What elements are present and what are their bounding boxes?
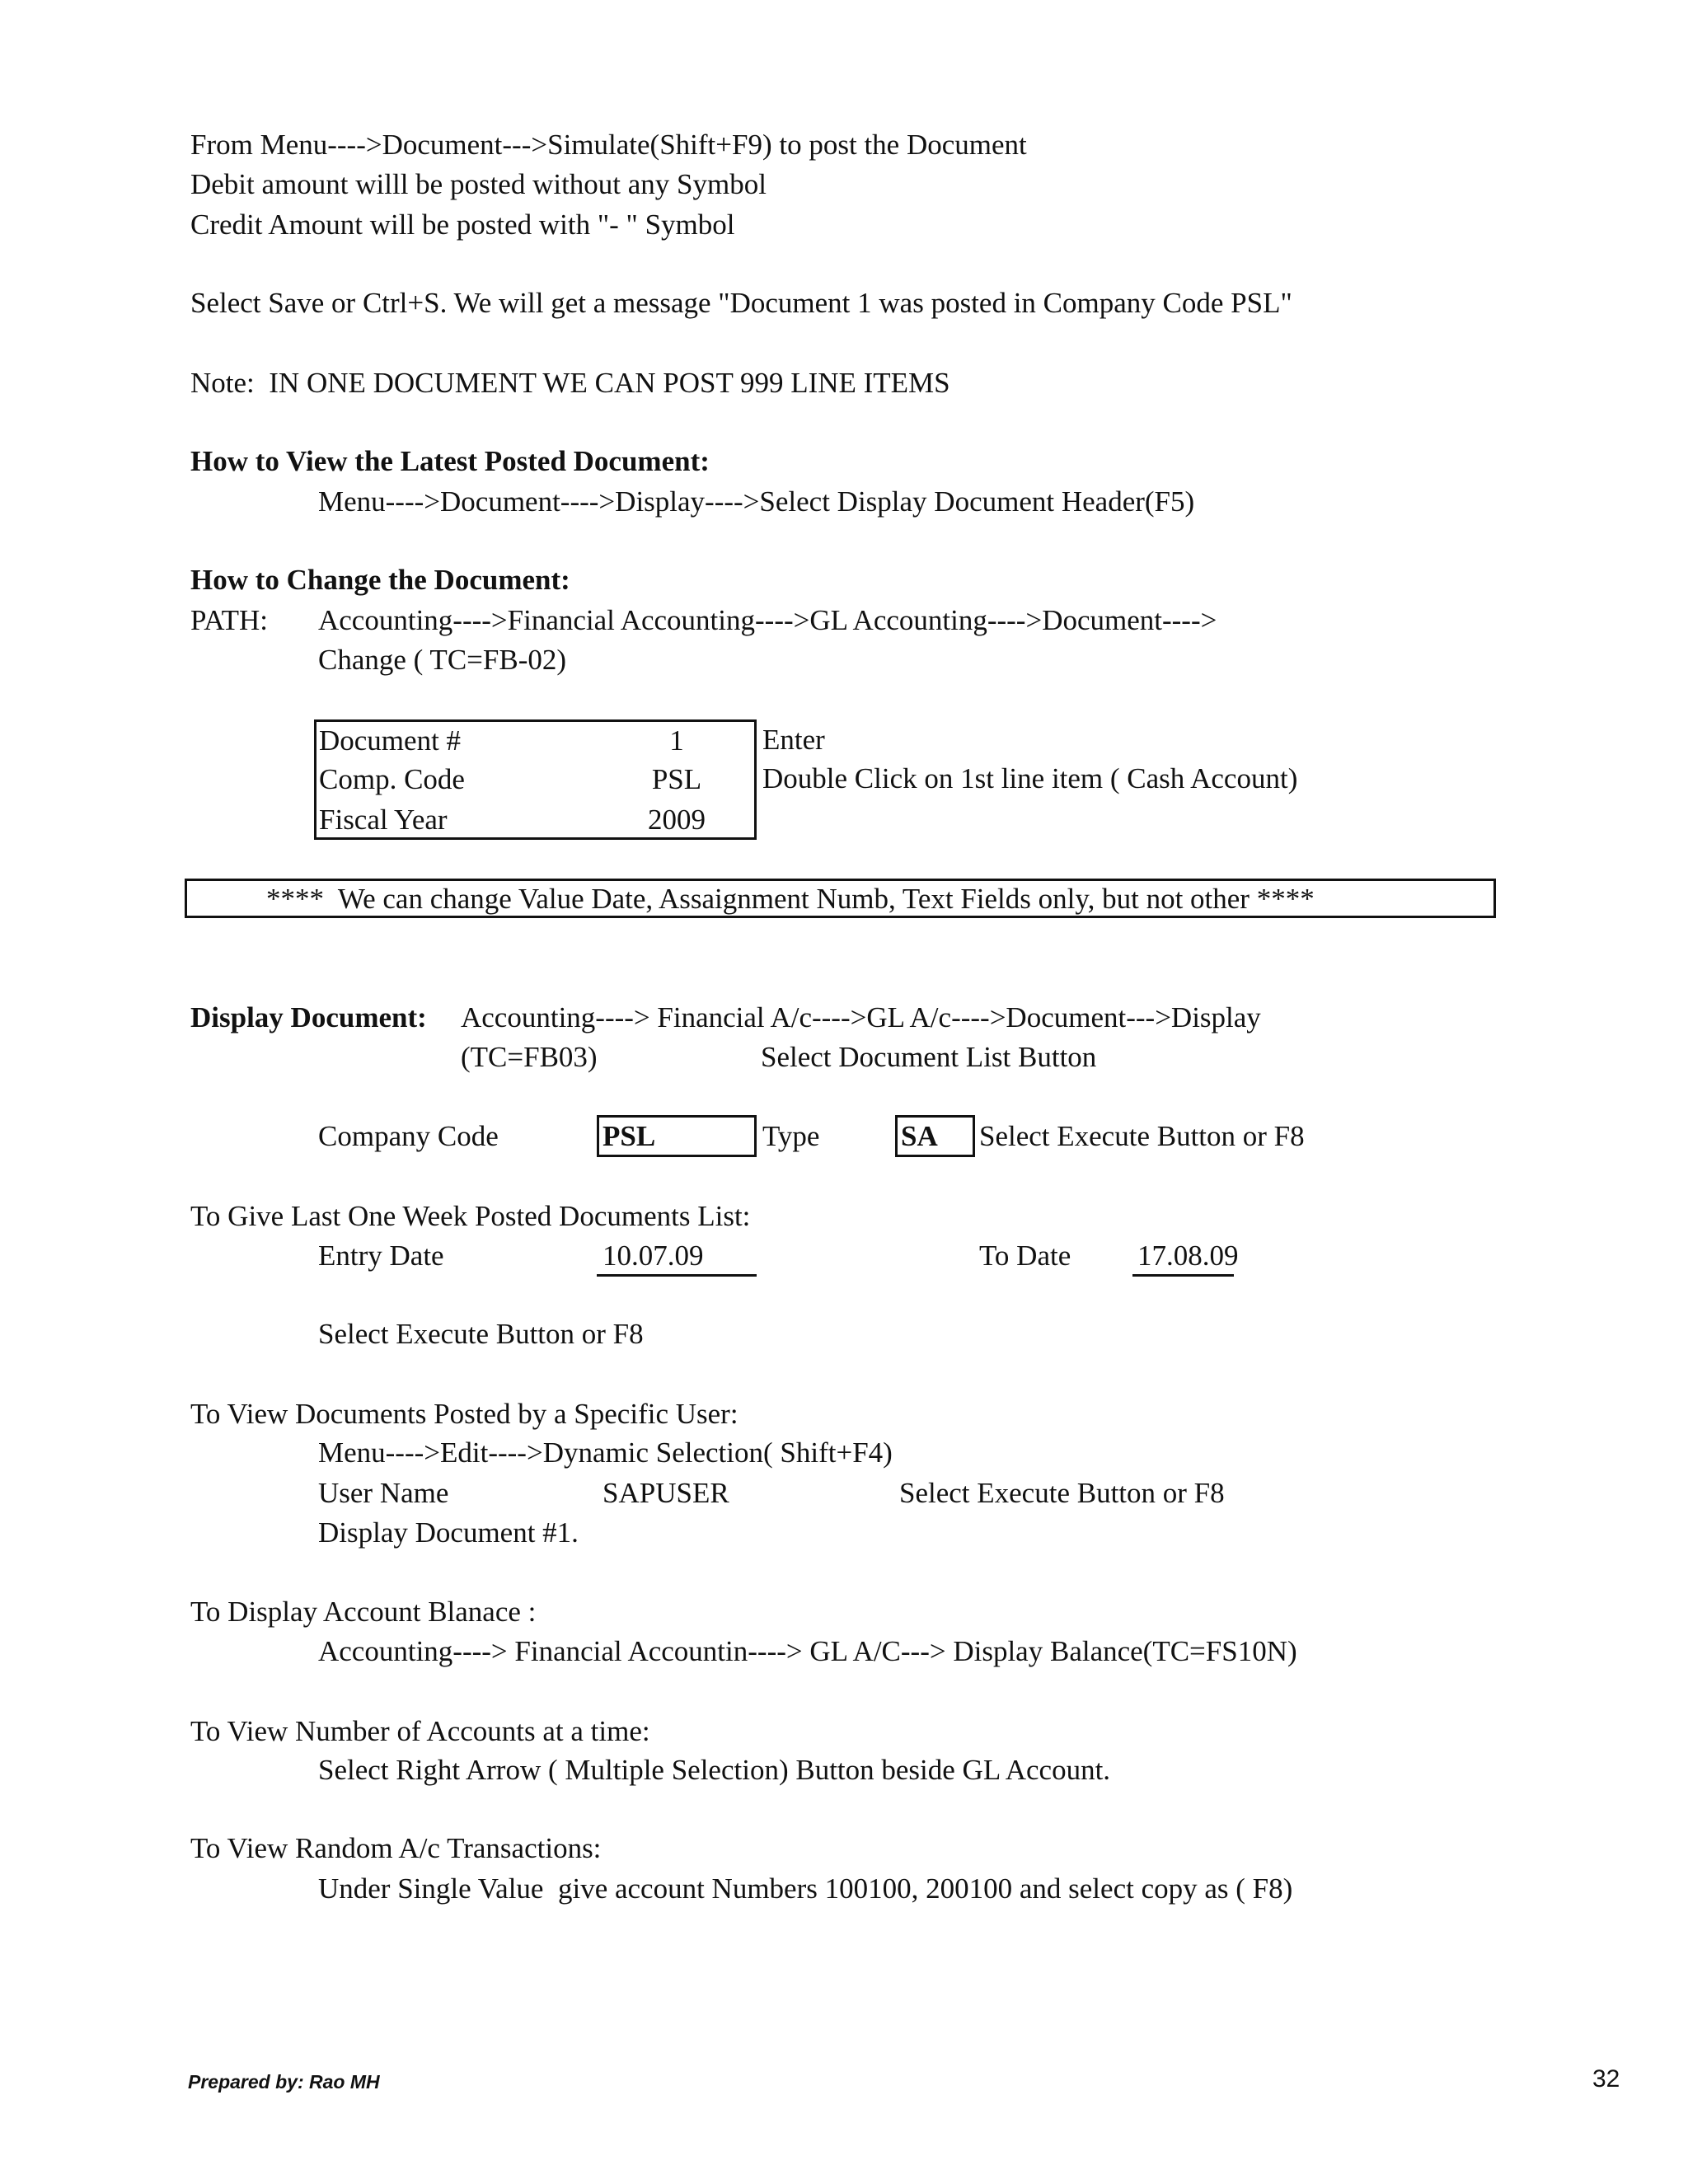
user-name-value: SAPUSER [603,1477,729,1509]
field-label-document-number: Document # [319,724,462,757]
change-doc-path-line2: Change ( TC=FB-02) [318,644,567,676]
prepared-by: Prepared by: Rao MH [188,2071,380,2093]
intro-simulate-line: From Menu---->Document--->Simulate(Shift+F9) to post the Document [190,129,1027,161]
change-doc-step-enter: Enter [762,724,825,756]
line-items-note: Note: IN ONE DOCUMENT WE CAN POST 999 LINE ITEMS [190,367,950,399]
entry-date-label: Entry Date [318,1240,444,1272]
change-doc-heading: How to Change the Document: [190,564,570,596]
display-doc-tcode: (TC=FB03) [461,1041,598,1073]
view-latest-path: Menu---->Document---->Display---->Select Display Document Header(F5) [318,485,1195,518]
save-note: Select Save or Ctrl+S. We will get a message "Document 1 was posted in Company Code PSL" [190,287,1292,319]
field-label-company-code: Comp. Code [319,763,465,795]
change-doc-path-line1: Accounting---->Financial Accounting---->GL Accounting---->Document----> [318,604,1217,636]
field-value-fiscal-year: 2009 [648,804,706,836]
type-label: Type [762,1120,820,1152]
multi-instruction: Select Right Arrow ( Multiple Selection) Button beside GL Account. [318,1754,1111,1786]
change-doc-step-double-click: Double Click on 1st line item ( Cash Account) [762,762,1298,794]
intro-credit-line: Credit Amount will be posted with "- " Symbol [190,209,735,241]
to-date-value: 17.08.09 [1137,1240,1239,1272]
entry-date-value: 10.07.09 [603,1240,704,1272]
document-list-instruction: Select Document List Button [761,1041,1097,1073]
by-user-path: Menu---->Edit---->Dynamic Selection( Shift+F4) [318,1436,893,1469]
display-doc-heading: Display Document: [190,1001,427,1033]
multi-heading: To View Number of Accounts at a time: [190,1715,650,1747]
type-value: SA [901,1120,938,1152]
balance-path: Accounting----> Financial Accountin----> GL A/C---> Display Balance(TC=FS10N) [318,1635,1297,1667]
change-restriction-notice [185,879,1496,918]
change-restriction-text: **** We can change Value Date, Assaignment Numb, Text Fields only, but not other **** [266,883,1315,915]
page-number: 32 [1592,2065,1620,2093]
by-user-heading: To View Documents Posted by a Specific User: [190,1398,738,1430]
entry-date-underline [597,1274,757,1277]
company-code-value: PSL [603,1120,656,1152]
last-week-execute: Select Execute Button or F8 [318,1318,644,1350]
by-user-display: Display Document #1. [318,1516,579,1549]
display-doc-execute: Select Execute Button or F8 [979,1120,1305,1152]
company-code-box [597,1115,757,1157]
to-date-label: To Date [979,1240,1071,1272]
random-instruction: Under Single Value give account Numbers 100100, 200100 and select copy as ( F8) [318,1872,1293,1905]
by-user-execute: Select Execute Button or F8 [899,1477,1225,1509]
display-doc-path: Accounting----> Financial A/c---->GL A/c---->Document--->Display [461,1001,1261,1033]
to-date-underline [1132,1274,1234,1277]
field-label-fiscal-year: Fiscal Year [319,804,448,836]
random-heading: To View Random A/c Transactions: [190,1832,602,1864]
document-fields-box [314,719,757,840]
view-latest-heading: How to View the Latest Posted Document: [190,445,710,477]
balance-heading: To Display Account Blanace : [190,1596,537,1628]
last-week-heading: To Give Last One Week Posted Documents List: [190,1200,751,1232]
field-value-document-number: 1 [669,724,684,757]
field-value-company-code: PSL [651,763,702,795]
type-box [895,1115,975,1157]
path-label: PATH: [190,604,269,636]
intro-debit-line: Debit amount willl be posted without any Symbol [190,168,767,200]
user-name-label: User Name [318,1477,449,1509]
company-code-label: Company Code [318,1120,499,1152]
